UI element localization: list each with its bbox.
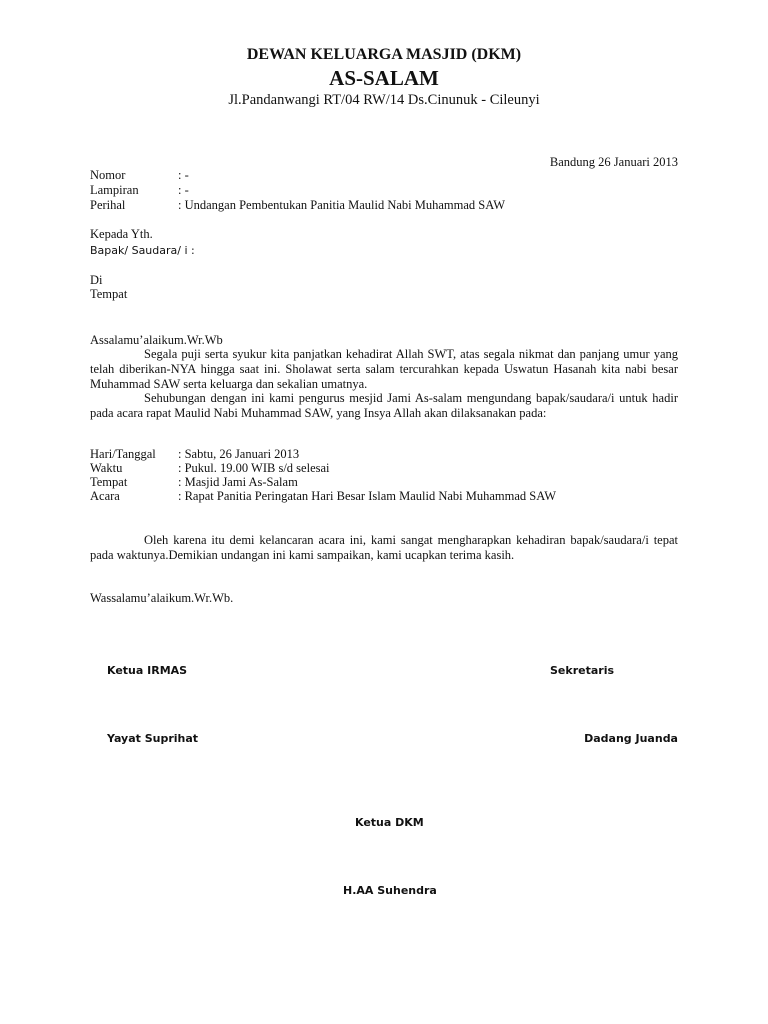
event-value-hari: : Sabtu, 26 Januari 2013 (178, 447, 300, 461)
event-label-waktu: Waktu (90, 461, 123, 475)
meta-value-perihal: : Undangan Pembentukan Panitia Maulid Nabi Muhammad SAW (178, 198, 506, 212)
meta-value-nomor: : - (178, 168, 189, 182)
org-address: Jl.Pandanwangi RT/04 RW/14 Ds.Cinunuk - Cileunyi (228, 92, 540, 108)
event-label-tempat: Tempat (90, 475, 128, 489)
letter-date: Bandung 26 Januari 2013 (549, 155, 678, 169)
opening-greeting: Assalamu’alaikum.Wr.Wb (90, 333, 223, 347)
event-label-acara: Acara (90, 489, 120, 503)
signature-title-sekretaris: Sekretaris (550, 664, 615, 677)
meta-value-lampiran: : - (178, 183, 189, 197)
org-name: AS-SALAM (329, 66, 439, 90)
paragraph-1: Segala puji serta syukur kita panjatkan kehadirat Allah SWT, atas segala nikmat dan panjang umur yang telah diberikan-NYA hingga saat ini. Sholawat serta salam tercurahkan kepada Uswatun Hasanah kita nabi besar Muhammad SAW serta keluarga dan sekalian umatnya. (90, 347, 678, 391)
recipient-kepada: Kepada Yth. (90, 227, 153, 241)
recipient-bapak: Bapak/ Saudara/ i : (90, 244, 195, 257)
event-label-hari: Hari/Tanggal (90, 447, 156, 461)
signature-title-ketua-dkm: Ketua DKM (355, 816, 424, 829)
meta-label-nomor: Nomor (90, 168, 126, 182)
closing-greeting: Wassalamu’alaikum.Wr.Wb. (90, 591, 234, 605)
paragraph-3: Oleh karena itu demi kelancaran acara ini, kami sangat mengharapkan kehadiran bapak/saudara/i tepat pada waktunya.Demikian undangan ini kami sampaikan, kami ucapkan terima kasih. (90, 533, 678, 562)
signature-name-sekretaris: Dadang Juanda (584, 732, 678, 745)
signature-name-ketua-irmas: Yayat Suprihat (107, 732, 199, 745)
meta-label-perihal: Perihal (90, 198, 126, 212)
event-value-waktu: : Pukul. 19.00 WIB s/d selesai (178, 461, 330, 475)
paragraph-2: Sehubungan dengan ini kami pengurus mesjid Jami As-salam mengundang bapak/saudara/i untuk hadir pada acara rapat Maulid Nabi Muhammad SAW, yang Insya Allah akan dilaksanakan pada: (90, 391, 678, 420)
meta-label-lampiran: Lampiran (90, 183, 139, 197)
event-value-tempat: : Masjid Jami As-Salam (178, 475, 298, 489)
signature-title-ketua-irmas: Ketua IRMAS (107, 664, 188, 677)
signature-name-ketua-dkm: H.AA Suhendra (343, 884, 437, 897)
recipient-di: Di (90, 273, 103, 287)
event-value-acara: : Rapat Panitia Peringatan Hari Besar Islam Maulid Nabi Muhammad SAW (178, 489, 557, 503)
org-title: DEWAN KELUARGA MASJID (DKM) (246, 46, 522, 63)
recipient-tempat: Tempat (90, 287, 128, 301)
